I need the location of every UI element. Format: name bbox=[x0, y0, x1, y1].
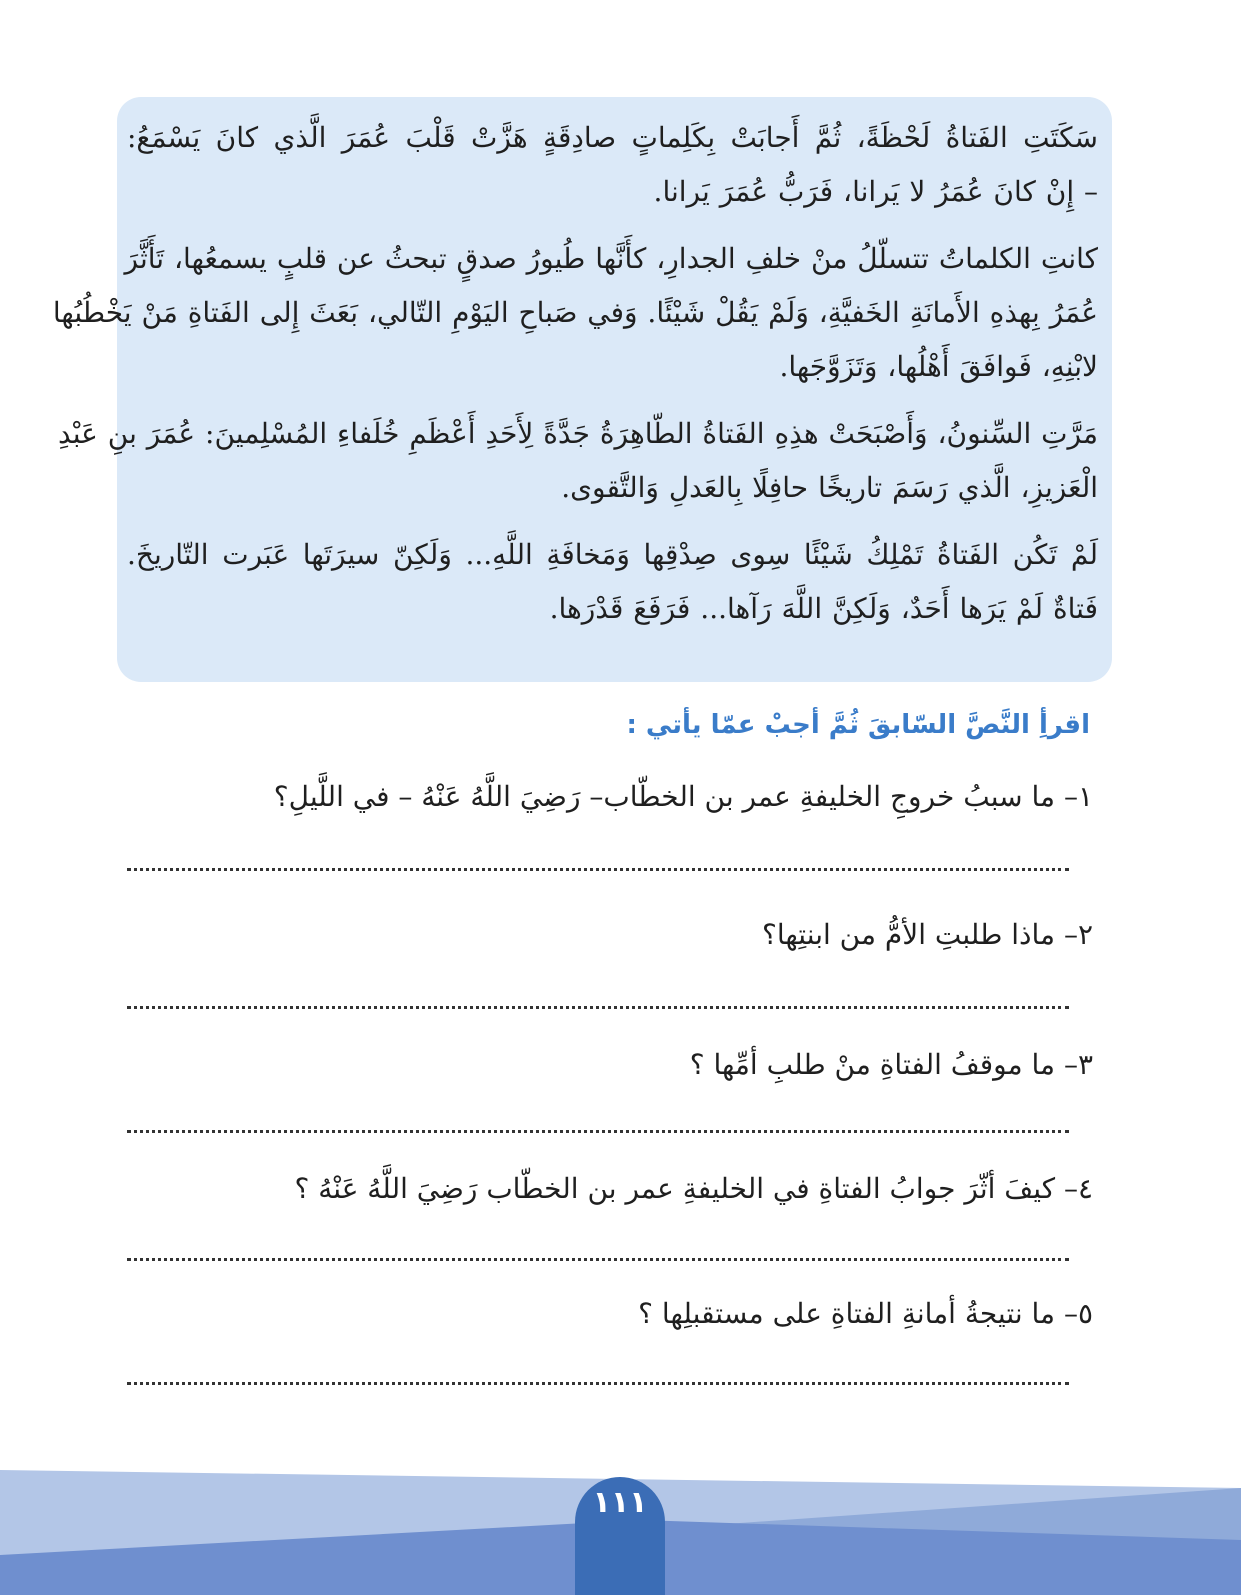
answer-line-2[interactable] bbox=[127, 1006, 1069, 1009]
story-line: مَرَّتِ السِّنونُ، وَأَصْبَحَتْ هذِهِ الفَتاةُ الطّاهِرَةُ جَدَّةً لِأَحَدِ أَعْظَمِ خُلَفاءِ المُسْلِمينَ: عُمَرَ بنِ عَبْدِ bbox=[58, 417, 1098, 450]
answer-line-4[interactable] bbox=[127, 1258, 1069, 1261]
question-3: ٣– ما موقفُ الفتاةِ منْ طلبِ أمِّها ؟ bbox=[689, 1048, 1093, 1081]
story-paragraph bbox=[127, 528, 1098, 636]
story-line: كانتِ الكلماتُ تتسلّلُ منْ خلفِ الجدارِ، كأَنَّها طُيورُ صدقٍ تبحثُ عن قلبٍ يسمعُها، تَأَثَّرَ bbox=[124, 242, 1098, 275]
question-4: ٤– كيفَ أثّرَ جوابُ الفتاةِ في الخليفةِ عمر بن الخطّاب رَضِيَ اللَّهُ عَنْهُ ؟ bbox=[294, 1172, 1093, 1205]
page-number: ١١١ bbox=[592, 1485, 648, 1520]
story-text-box bbox=[52, 97, 1112, 682]
story-paragraph bbox=[127, 111, 1098, 219]
exercise-instructions: اقرأِ النَّصَّ السّابقَ ثُمَّ أجبْ عمّا يأتي : bbox=[626, 710, 1090, 740]
question-2: ٢– ماذا طلبتِ الأمُّ من ابنتِها؟ bbox=[762, 918, 1093, 951]
answer-line-5[interactable] bbox=[127, 1382, 1069, 1385]
answer-line-3[interactable] bbox=[127, 1130, 1069, 1133]
story-line: فَتاةٌ لَمْ يَرَها أَحَدٌ، وَلَكِنَّ اللَّهَ رَآها... فَرَفَعَ قَدْرَها. bbox=[549, 592, 1098, 625]
question-5: ٥– ما نتيجةُ أمانةِ الفتاةِ على مستقبلِها ؟ bbox=[638, 1297, 1093, 1330]
story-line: لَمْ تَكُن الفَتاةُ تَمْلِكُ شَيْئًا سِوى صِدْقِها وَمَخافَةِ اللَّهِ... وَلَكِنّ سيرَتَها عَبَرت التّاريخَ. bbox=[127, 538, 1098, 571]
story-line: – إِنْ كانَ عُمَرُ لا يَرانا، فَرَبُّ عُمَرَ يَرانا. bbox=[653, 175, 1098, 208]
page-number-tab bbox=[575, 1477, 665, 1595]
story-line: عُمَرُ بِهذهِ الأَمانَةِ الخَفيَّةِ، وَلَمْ يَقُلْ شَيْئًا. وَفي صَباحِ اليَوْمِ التّالي، بَعَثَ إِلى الفَتاةِ مَنْ يَخْطُبُها bbox=[52, 296, 1098, 329]
question-1: ١– ما سببُ خروجِ الخليفةِ عمر بن الخطّاب– رَضِيَ اللَّهُ عَنْهُ – في اللَّيلِ؟ bbox=[273, 780, 1093, 813]
answer-line-1[interactable] bbox=[127, 868, 1069, 871]
story-paragraph bbox=[58, 407, 1098, 515]
story-line: الْعَزيزِ، الَّذي رَسَمَ تاريخًا حافِلًا بِالعَدلِ وَالتَّقوى. bbox=[561, 471, 1098, 504]
story-paragraph bbox=[52, 232, 1098, 394]
story-line: سَكَتَتِ الفَتاةُ لَحْظَةً، ثُمَّ أَجابَتْ بِكَلِماتٍ صادِقَةٍ هَزَّتْ قَلْبَ عُمَرَ الَّذي كانَ يَسْمَعُ: bbox=[127, 121, 1098, 154]
story-line: لابْنِهِ، فَوافَقَ أَهْلُها، وَتَزَوَّجَها. bbox=[779, 350, 1098, 383]
